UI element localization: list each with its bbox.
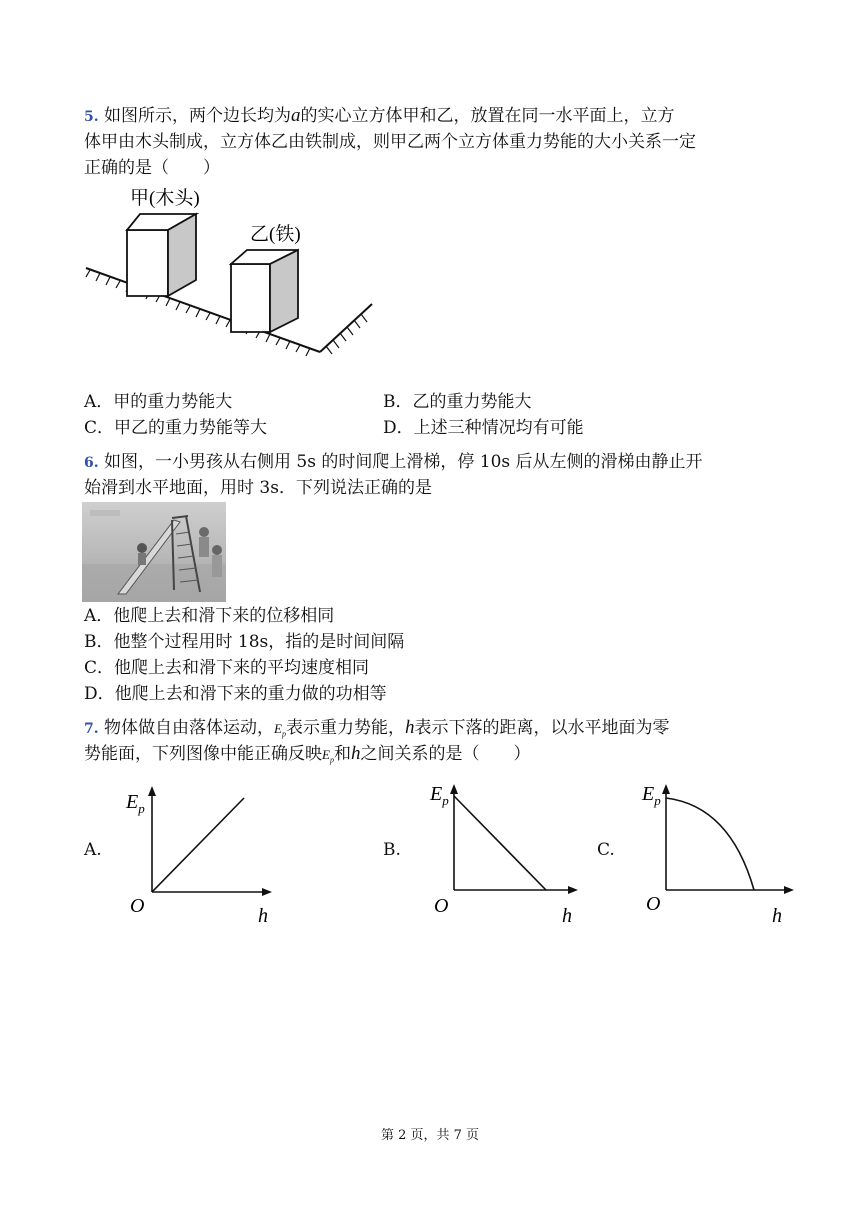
slide-photo [82, 502, 226, 602]
q7-option-a[interactable]: A. [84, 840, 102, 860]
y-axis-label: $E_p$ [430, 783, 449, 808]
q5-option-a[interactable]: A．甲的重力势能大 [84, 392, 233, 412]
origin-label: O [434, 895, 449, 917]
q6-text-1: 如图，一小男孩从右侧用 5s 的时间爬上滑梯，停 10s 后从左侧的滑梯由静止开 [104, 452, 703, 472]
q7-option-b[interactable]: B. [383, 840, 401, 860]
q5-cubes-figure [80, 180, 380, 365]
origin-label: O [646, 893, 661, 915]
q7-text-1c: 表示下落的距离，以水平地面为零 [414, 718, 670, 738]
q5-line-3: 正确的是（ ） [84, 158, 220, 178]
q6-option-a[interactable]: A．他爬上去和滑下来的位移相同 [84, 606, 335, 626]
q7-option-c[interactable]: C. [597, 840, 615, 860]
q7-text-1a: 物体做自由落体运动， [104, 718, 275, 738]
q5-number: 5. [84, 109, 99, 125]
q7-graph-c [634, 778, 804, 930]
q7-ep-symbol-2: $E_p$ [322, 747, 334, 765]
x-axis-label: h [772, 905, 782, 927]
q6-option-b[interactable]: B．他整个过程用时 18s，指的是时间间隔 [84, 632, 405, 652]
q7-number: 7. [84, 721, 99, 737]
ep-curve [666, 798, 754, 890]
q5-text-1b: 的实心立方体甲和乙，放置在同一水平面上，立方 [300, 106, 675, 126]
ep-line-increasing [152, 798, 244, 892]
y-axis-label: $E_p$ [642, 783, 661, 808]
cube-iron [231, 250, 298, 332]
q7-text-2b: 和 [333, 744, 351, 764]
q7-var-h: h [404, 717, 415, 738]
q7-text-1b: 表示重力势能， [285, 718, 405, 738]
q7-ep-symbol: $E_p$ [274, 721, 286, 739]
q5-option-d[interactable]: D．上述三种情况均有可能 [383, 418, 584, 438]
q7-line-2 [84, 741, 530, 774]
q7-graph-a [116, 778, 276, 930]
origin-label: O [130, 895, 145, 917]
q6-line-2: 始滑到水平地面，用时 3s．下列说法正确的是 [84, 478, 432, 498]
ground-slope-right [320, 304, 372, 352]
page-footer: 第 2 页，共 7 页 [380, 1128, 480, 1143]
q5-option-c[interactable]: C．甲乙的重力势能等大 [84, 418, 268, 438]
q7-graph-b [420, 778, 585, 930]
q6-number: 6. [84, 455, 99, 471]
y-axis-label: $E_p$ [126, 791, 145, 816]
q5-label-wood: 甲(木头) [130, 188, 200, 209]
q6-line-1 [84, 449, 703, 476]
q7-text-2c: 之间关系的是（ ） [360, 744, 531, 764]
q7-var-h-2: h [350, 743, 361, 764]
q5-line-2: 体甲由木头制成，立方体乙由铁制成，则甲乙两个立方体重力势能的大小关系一定 [84, 132, 696, 152]
q6-option-c[interactable]: C．他爬上去和滑下来的平均速度相同 [84, 658, 370, 678]
cube-wood [127, 214, 196, 296]
x-axis-label: h [258, 905, 268, 927]
x-axis-label: h [562, 905, 572, 927]
q5-var-a: a [291, 105, 301, 126]
ep-line-decreasing [454, 796, 546, 890]
q6-option-d[interactable]: D．他爬上去和滑下来的重力做的功相等 [84, 684, 387, 704]
q5-label-iron: 乙(铁) [250, 224, 301, 245]
q5-line-1 [84, 103, 675, 130]
q5-option-b[interactable]: B．乙的重力势能大 [383, 392, 532, 412]
q7-text-2a: 势能面，下列图像中能正确反映 [84, 744, 322, 764]
q5-text-1: 如图所示，两个边长均为 [104, 106, 292, 126]
